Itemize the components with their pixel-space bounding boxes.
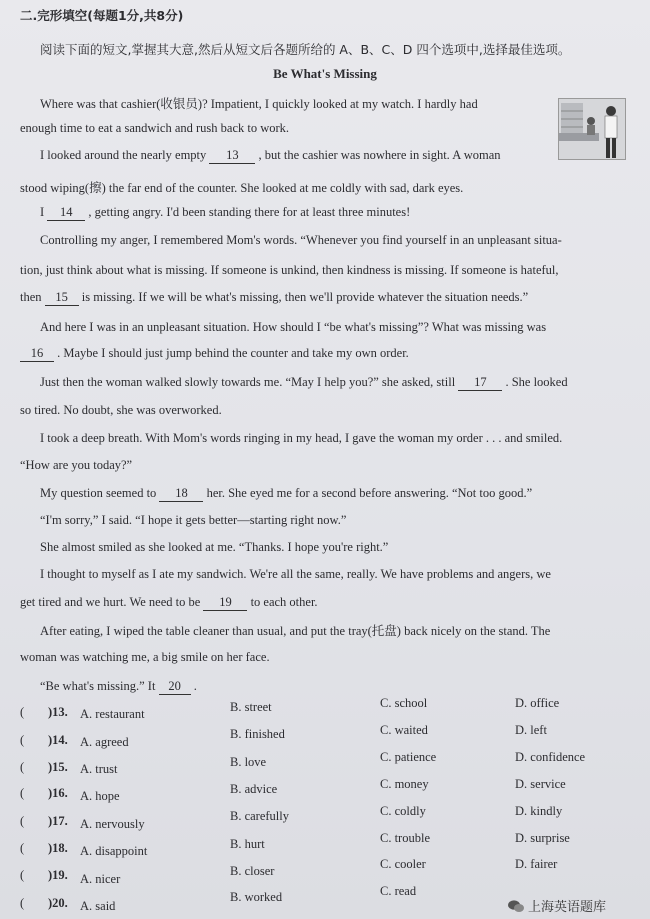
option-d: D. surprise bbox=[515, 831, 570, 845]
passage-line: stood wiping(擦) the far end of the counter. She looked at me coldly with sad, dark eyes. bbox=[20, 181, 464, 195]
watermark bbox=[508, 896, 606, 915]
passage-title: Be What's Missing bbox=[273, 66, 377, 81]
passage-text: “Be what's missing.” It bbox=[40, 679, 156, 693]
option-b: B. street bbox=[230, 700, 272, 714]
passage-text: , getting angry. I'd been standing there for at least three minutes! bbox=[88, 205, 411, 219]
passage-text: My question seemed to bbox=[40, 486, 157, 500]
question-number: )19. bbox=[48, 868, 68, 882]
option-a: A. said bbox=[80, 899, 116, 913]
blank-19: 19 bbox=[203, 595, 247, 611]
passage-text: then bbox=[20, 290, 42, 304]
blank-18: 18 bbox=[159, 486, 203, 502]
instructions: 阅读下面的短文,掌握其大意,然后从短文后各题所给的 A、B、C、D 四个选项中,选择最佳选项。 bbox=[40, 42, 571, 57]
answer-paren: ( bbox=[20, 841, 25, 855]
option-a: A. restaurant bbox=[80, 707, 145, 721]
passage-line: tion, just think about what is missing. If someone is unkind, then kindness is missing. If someone is hateful, bbox=[20, 263, 559, 277]
watermark-text: 上海英语题库 bbox=[528, 900, 607, 915]
passage-text: I bbox=[40, 205, 45, 219]
blank-16: 16 bbox=[20, 346, 54, 362]
answer-paren: ( bbox=[20, 814, 25, 828]
answer-paren: ( bbox=[20, 733, 25, 747]
option-c: C. waited bbox=[380, 723, 428, 737]
option-c: C. read bbox=[380, 884, 417, 898]
passage-line: “How are you today?” bbox=[20, 458, 133, 472]
option-a: A. nervously bbox=[80, 817, 145, 831]
passage-text: her. She eyed me for a second before answering. “Not too good.” bbox=[206, 486, 533, 500]
option-d: D. kindly bbox=[515, 804, 563, 818]
blank-15: 15 bbox=[45, 290, 79, 306]
question-number: )20. bbox=[48, 896, 68, 910]
option-c: C. patience bbox=[380, 750, 437, 764]
section-header: 二.完形填空(每题1分,共8分) bbox=[20, 8, 184, 23]
answer-paren: ( bbox=[20, 705, 25, 719]
passage-text: . Maybe I should just jump behind the counter and take my own order. bbox=[57, 346, 409, 360]
passage-text: Just then the woman walked slowly towards me. “May I help you?” she asked, still bbox=[40, 375, 456, 389]
passage-line: “I'm sorry,” I said. “I hope it gets better—starting right now.” bbox=[40, 513, 347, 527]
option-b: B. advice bbox=[230, 782, 278, 796]
option-b: B. worked bbox=[230, 890, 283, 904]
passage-line bbox=[40, 679, 197, 695]
question-number: )13. bbox=[48, 705, 68, 719]
passage-text: get tired and we hurt. We need to be bbox=[20, 595, 201, 609]
answer-paren: ( bbox=[20, 760, 25, 774]
option-d: D. left bbox=[515, 723, 547, 737]
passage-text: is missing. If we will be what's missing, then we'll provide whatever the situation needs.” bbox=[81, 290, 529, 304]
option-b: B. finished bbox=[230, 727, 285, 741]
blank-17: 17 bbox=[458, 375, 502, 391]
passage-line: After eating, I wiped the table cleaner than usual, and put the tray(托盘) back nicely on the stand. The bbox=[40, 624, 551, 638]
option-d: D. service bbox=[515, 777, 566, 791]
question-number: )14. bbox=[48, 733, 68, 747]
option-b: B. closer bbox=[230, 864, 275, 878]
passage-line: I took a deep breath. With Mom's words ringing in my head, I gave the woman my order . . . and smiled. bbox=[40, 431, 563, 445]
option-a: A. hope bbox=[80, 789, 120, 803]
passage-line: Controlling my anger, I remembered Mom's words. “Whenever you find yourself in an unpleasant situa- bbox=[40, 233, 562, 247]
passage-line bbox=[20, 595, 318, 611]
passage-line bbox=[20, 290, 528, 306]
blank-13: 13 bbox=[209, 148, 255, 164]
passage-line: I thought to myself as I ate my sandwich. We're all the same, really. We have problems and angers, we bbox=[40, 567, 551, 581]
passage-line: Where was that cashier(收银员)? Impatient, I quickly looked at my watch. I hardly had bbox=[40, 97, 478, 111]
answer-paren: ( bbox=[20, 868, 25, 882]
option-d: D. office bbox=[515, 696, 560, 710]
answer-paren: ( bbox=[20, 786, 25, 800]
question-number: )15. bbox=[48, 760, 68, 774]
passage-line: And here I was in an unpleasant situation. How should I “be what's missing”? What was missing was bbox=[40, 320, 547, 334]
passage-line bbox=[40, 205, 410, 221]
passage-text: . She looked bbox=[505, 375, 568, 389]
wechat-icon bbox=[508, 900, 524, 913]
passage-line: woman was watching me, a big smile on her face. bbox=[20, 650, 270, 664]
passage-text: , but the cashier was nowhere in sight. A woman bbox=[258, 148, 501, 162]
passage-line: so tired. No doubt, she was overworked. bbox=[20, 403, 222, 417]
passage-text: . bbox=[193, 679, 197, 693]
passage-line bbox=[40, 486, 532, 502]
option-a: A. nicer bbox=[80, 872, 121, 886]
option-a: A. trust bbox=[80, 762, 118, 776]
blank-14: 14 bbox=[47, 205, 85, 221]
passage-line bbox=[40, 148, 501, 164]
option-c: C. trouble bbox=[380, 831, 430, 845]
option-a: A. agreed bbox=[80, 735, 129, 749]
option-c: C. cooler bbox=[380, 857, 426, 871]
passage-line bbox=[20, 346, 409, 362]
option-b: B. love bbox=[230, 755, 267, 769]
option-b: B. hurt bbox=[230, 837, 265, 851]
question-number: )16. bbox=[48, 786, 68, 800]
passage-line bbox=[40, 375, 568, 391]
blank-20: 20 bbox=[159, 679, 191, 695]
option-a: A. disappoint bbox=[80, 844, 148, 858]
option-b: B. carefully bbox=[230, 809, 290, 823]
cashier-illustration bbox=[558, 98, 626, 160]
option-c: C. coldly bbox=[380, 804, 426, 818]
passage-line: She almost smiled as she looked at me. “Thanks. I hope you're right.” bbox=[40, 540, 389, 554]
passage-text: to each other. bbox=[250, 595, 318, 609]
question-number: )17. bbox=[48, 814, 68, 828]
option-c: C. school bbox=[380, 696, 428, 710]
option-d: D. confidence bbox=[515, 750, 586, 764]
option-d: D. fairer bbox=[515, 857, 558, 871]
passage-line: enough time to eat a sandwich and rush back to work. bbox=[20, 121, 290, 135]
passage-text: I looked around the nearly empty bbox=[40, 148, 207, 162]
option-c: C. money bbox=[380, 777, 429, 791]
answer-paren: ( bbox=[20, 896, 25, 910]
question-number: )18. bbox=[48, 841, 68, 855]
